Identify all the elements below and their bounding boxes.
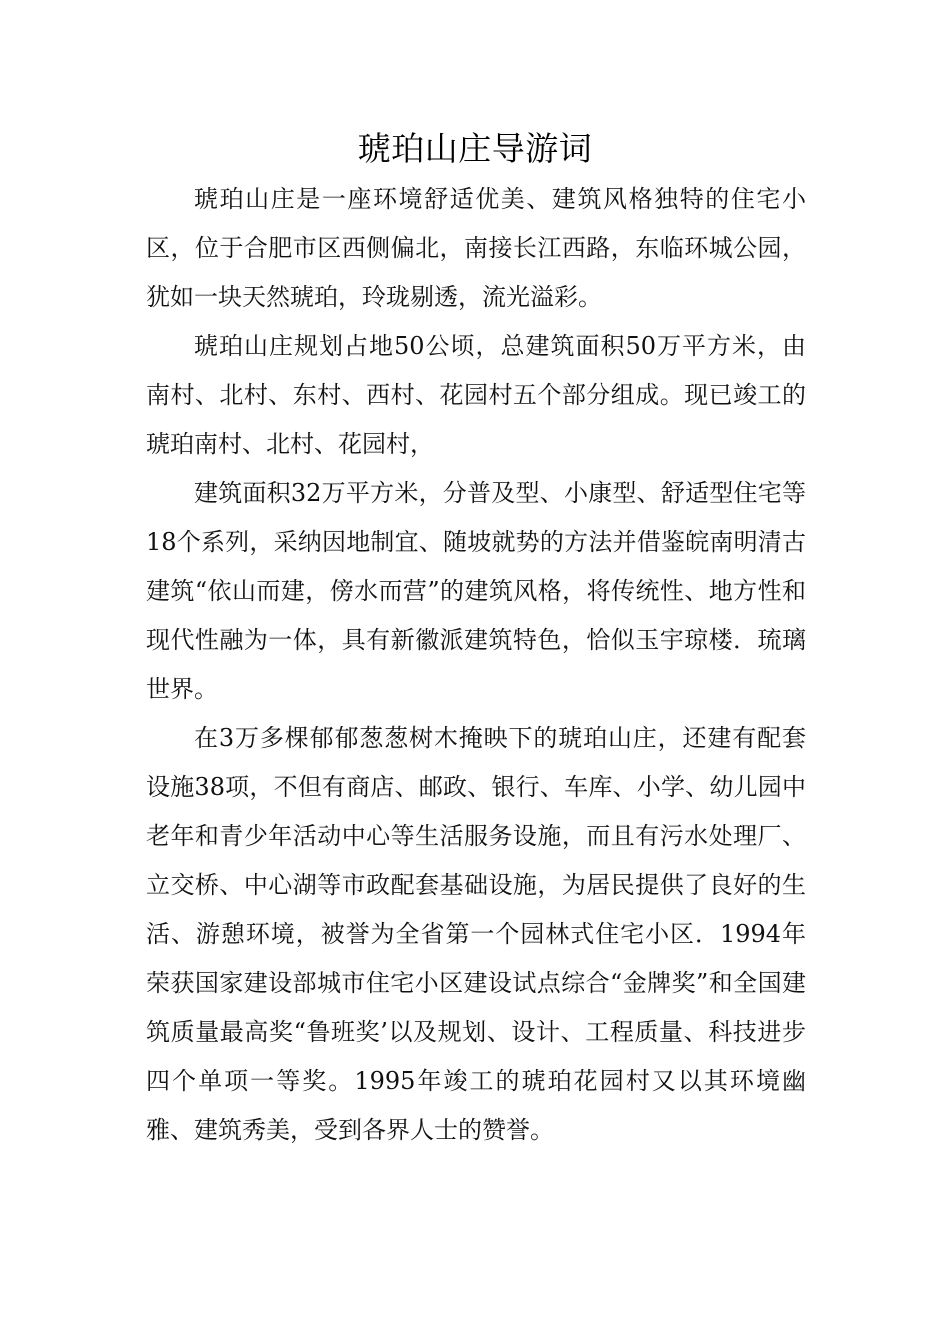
paragraph-1: 琥珀山庄是一座环境舒适优美、建筑风格独特的住宅小区，位于合肥市区西侧偏北，南接长江西路，东临环城公园，犹如一块天然琥珀，玲珑剔透，流光溢彩。 — [146, 185, 806, 311]
paragraph-2: 琥珀山庄规划占地50公顷，总建筑面积50万平方米，由南村、北村、东村、西村、花园村五个部分组成。现已竣工的琥珀南村、北村、花园村， — [146, 332, 806, 458]
paragraph-3: 建筑面积32万平方米，分普及型、小康型、舒适型住宅等18个系列，采纳因地制宜、随坡就势的方法并借鉴皖南明清古建筑“依山而建，傍水而营”的建筑风格，将传统性、地方性和现代性融为一体，具有新徽派建筑特色，恰似玉宇琼楼．琉璃世界。 — [146, 479, 806, 703]
document-body — [146, 175, 806, 1155]
paragraph-4: 在3万多棵郁郁葱葱树木掩映下的琥珀山庄，还建有配套设施38项，不但有商店、邮政、银行、车库、小学、幼儿园中老年和青少年活动中心等生活服务设施，而且有污水处理厂、立交桥、中心湖等市政配套基础设施，为居民提供了良好的生活、游憩环境，被誉为全省第一个园林式住宅小区．1994年荣获国家建设部城市住宅小区建设试点综合“金牌奖”和全国建筑质量最高奖“鲁班奖’以及规划、设计、工程质量、科技进步四个单项一等奖。1995年竣工的琥珀花园村又以其环境幽雅、建筑秀美，受到各界人士的赞誉。 — [146, 724, 806, 1144]
document-title: 琥珀山庄导游词 — [357, 129, 593, 168]
